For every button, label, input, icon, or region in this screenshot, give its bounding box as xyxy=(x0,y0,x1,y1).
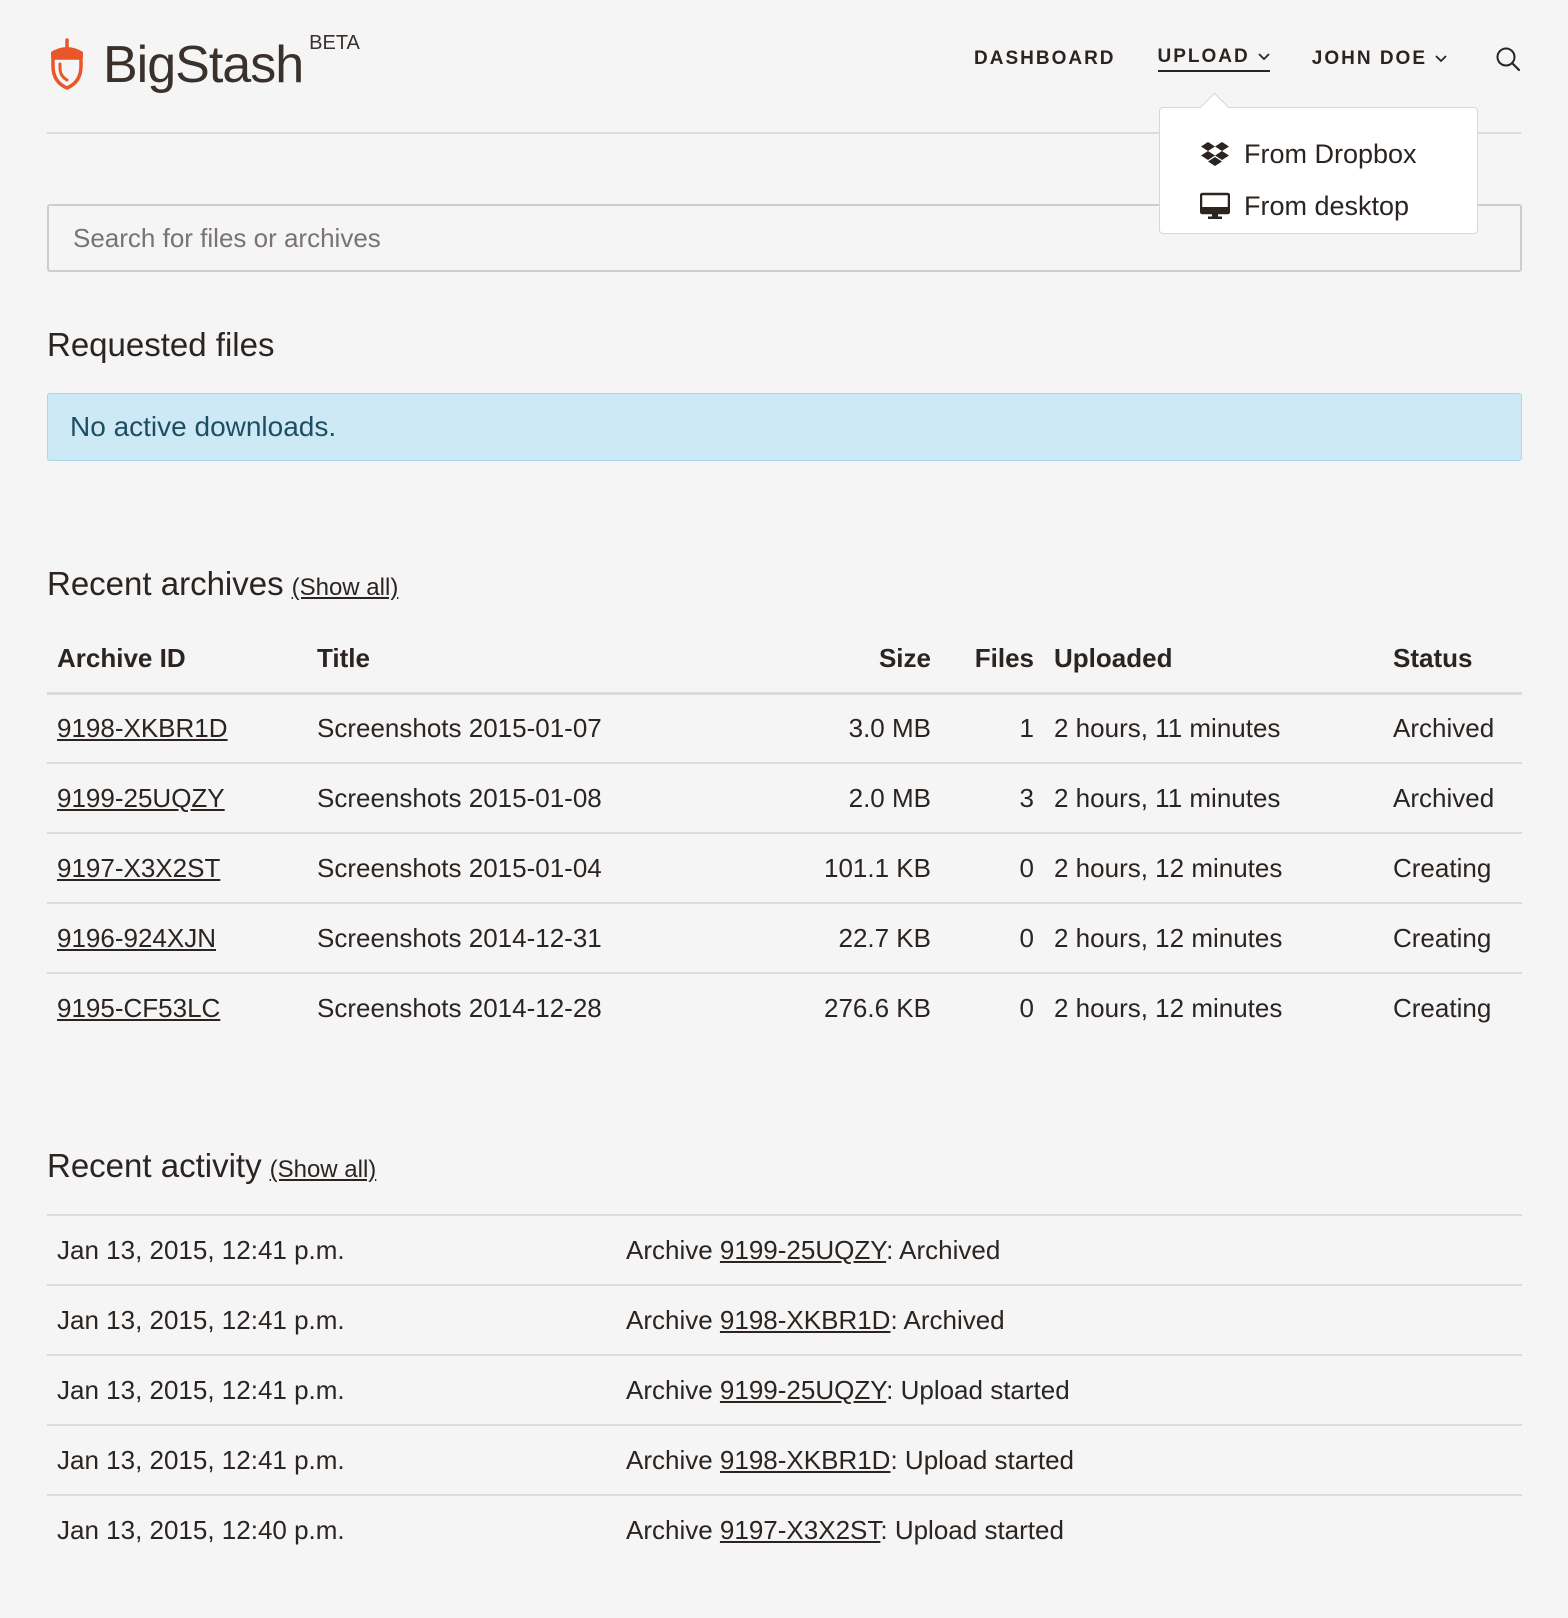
archive-id-link[interactable]: 9195-CF53LC xyxy=(57,993,221,1023)
main-nav xyxy=(974,46,1521,72)
column-header[interactable]: Size xyxy=(697,625,941,693)
activity-description xyxy=(616,1215,1522,1285)
acorn-icon xyxy=(47,38,87,90)
archive-uploaded: 2 hours, 12 minutes xyxy=(1044,833,1383,903)
archive-status: Creating xyxy=(1383,903,1522,973)
activity-description xyxy=(616,1355,1522,1425)
show-all-activity-link[interactable]: (Show all) xyxy=(269,1156,377,1183)
menu-item-label: From Dropbox xyxy=(1244,138,1417,169)
no-downloads-alert xyxy=(47,393,1522,461)
activity-prefix: Archive xyxy=(626,1304,720,1335)
menu-item-label: From desktop xyxy=(1244,190,1410,221)
activity-prefix: Archive xyxy=(626,1515,720,1545)
archive-status: Archived xyxy=(1383,693,1522,763)
archive-status: Archived xyxy=(1383,763,1522,833)
activity-time: Jan 13, 2015, 12:41 p.m. xyxy=(47,1355,616,1425)
beta-badge: BETA xyxy=(309,32,360,54)
nav-user-label: JOHN DOE xyxy=(1311,48,1427,69)
activity-row xyxy=(47,1215,1522,1285)
archive-uploaded: 2 hours, 11 minutes xyxy=(1044,693,1383,763)
app-name: BigStash xyxy=(103,36,304,94)
archive-id-link[interactable]: 9198-XKBR1D xyxy=(719,1304,891,1335)
activity-event: : Upload started xyxy=(880,1515,1064,1545)
nav-dashboard[interactable] xyxy=(974,48,1116,70)
activity-row xyxy=(47,1425,1522,1495)
table-row xyxy=(47,693,1522,763)
section-title: Recent activity xyxy=(47,1147,262,1184)
archive-size: 3.0 MB xyxy=(697,693,941,763)
column-header[interactable]: Files xyxy=(941,625,1044,693)
archives-table xyxy=(47,625,1522,1043)
archive-title: Screenshots 2014-12-31 xyxy=(307,903,697,973)
archive-title: Screenshots 2015-01-07 xyxy=(307,693,697,763)
archive-id-link[interactable]: 9197-X3X2ST xyxy=(57,852,221,883)
archive-files: 3 xyxy=(941,763,1044,833)
nav-dashboard-label: DASHBOARD xyxy=(974,48,1116,69)
archive-files: 0 xyxy=(941,903,1044,973)
column-header[interactable]: Uploaded xyxy=(1044,625,1383,693)
activity-description xyxy=(616,1285,1522,1355)
section-title: Recent archives xyxy=(47,565,284,602)
activity-description xyxy=(616,1425,1522,1495)
activity-event: : Archived xyxy=(886,1234,1001,1265)
archive-files: 1 xyxy=(941,693,1044,763)
activity-prefix: Archive xyxy=(626,1444,720,1475)
archive-status: Creating xyxy=(1393,993,1492,1023)
archive-id-link[interactable]: 9196-924XJN xyxy=(57,922,216,953)
activity-event: : Upload started xyxy=(886,1374,1070,1405)
activity-time: Jan 13, 2015, 12:41 p.m. xyxy=(47,1425,616,1495)
column-header[interactable]: Title xyxy=(307,625,697,693)
archive-size: 101.1 KB xyxy=(697,833,941,903)
activity-time: Jan 13, 2015, 12:41 p.m. xyxy=(47,1285,616,1355)
archive-size: 22.7 KB xyxy=(697,903,941,973)
column-header[interactable]: Status xyxy=(1383,625,1522,693)
activity-description xyxy=(616,1495,1522,1565)
archive-size: 2.0 MB xyxy=(697,763,941,833)
menu-item-from-dropbox[interactable] xyxy=(1160,128,1477,180)
upload-dropdown-menu xyxy=(1159,107,1478,234)
activity-time: Jan 13, 2015, 12:40 p.m. xyxy=(57,1515,345,1545)
menu-item-from-desktop[interactable] xyxy=(1160,180,1477,232)
search-icon[interactable] xyxy=(1495,46,1521,72)
activity-event: : Archived xyxy=(890,1304,1005,1335)
archive-id-link[interactable]: 9197-X3X2ST xyxy=(719,1515,881,1545)
activity-row xyxy=(47,1495,1522,1565)
archive-id-link[interactable]: 9198-XKBR1D xyxy=(719,1444,891,1475)
show-all-archives-link[interactable]: (Show all) xyxy=(291,574,399,601)
archive-uploaded: 2 hours, 12 minutes xyxy=(1044,903,1383,973)
recent-archives-heading xyxy=(47,565,398,603)
table-header-row xyxy=(47,625,1522,693)
dropbox-icon xyxy=(1200,140,1230,168)
archive-files: 0 xyxy=(941,833,1044,903)
table-row xyxy=(47,833,1522,903)
alert-message: No active downloads. xyxy=(70,411,337,442)
logo[interactable] xyxy=(47,32,360,94)
table-row xyxy=(47,903,1522,973)
nav-upload[interactable] xyxy=(1158,46,1270,72)
desktop-icon xyxy=(1200,192,1230,220)
chevron-down-icon xyxy=(1435,55,1447,63)
archive-id-link[interactable]: 9199-25UQZY xyxy=(719,1234,887,1265)
table-row xyxy=(47,973,1522,1043)
activity-row xyxy=(47,1285,1522,1355)
archive-title: Screenshots 2014-12-28 xyxy=(317,993,602,1023)
archive-files: 0 xyxy=(1019,993,1034,1023)
column-header[interactable]: Archive ID xyxy=(47,625,307,693)
chevron-down-icon xyxy=(1258,53,1270,61)
activity-prefix: Archive xyxy=(626,1234,720,1265)
archive-uploaded: 2 hours, 12 minutes xyxy=(1054,993,1283,1023)
requested-files-heading: Requested files xyxy=(47,326,275,363)
archive-size: 276.6 KB xyxy=(824,993,931,1023)
archive-title: Screenshots 2015-01-04 xyxy=(307,833,697,903)
activity-row xyxy=(47,1355,1522,1425)
archive-id-link[interactable]: 9199-25UQZY xyxy=(57,782,225,813)
archive-id-link[interactable]: 9199-25UQZY xyxy=(719,1374,887,1405)
archive-id-link[interactable]: 9198-XKBR1D xyxy=(57,712,228,743)
archive-title: Screenshots 2015-01-08 xyxy=(307,763,697,833)
activity-event: : Upload started xyxy=(890,1444,1075,1475)
archive-uploaded: 2 hours, 11 minutes xyxy=(1044,763,1383,833)
table-row xyxy=(47,763,1522,833)
activity-table xyxy=(47,1214,1522,1565)
nav-user[interactable] xyxy=(1312,48,1447,70)
activity-time: Jan 13, 2015, 12:41 p.m. xyxy=(47,1215,616,1285)
nav-upload-label: UPLOAD xyxy=(1157,46,1250,67)
activity-prefix: Archive xyxy=(626,1374,720,1405)
recent-activity-heading xyxy=(47,1147,376,1185)
archive-status: Creating xyxy=(1383,833,1522,903)
